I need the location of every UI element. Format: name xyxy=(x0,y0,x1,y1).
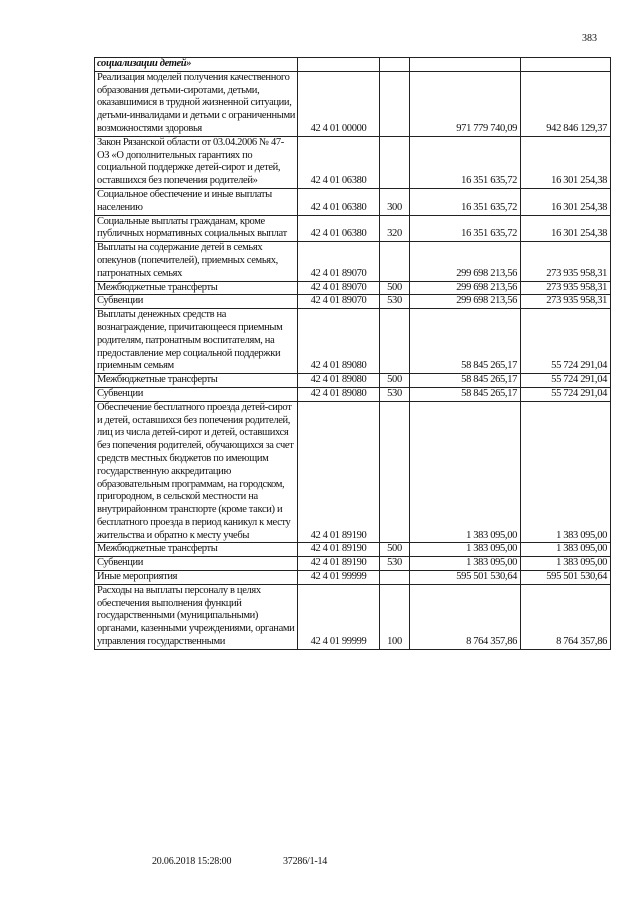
row-type-cell: 320 xyxy=(380,215,410,242)
table-row xyxy=(95,281,611,295)
row-code-cell: 42 4 01 00000 xyxy=(298,71,380,136)
row-code-cell: 42 4 01 06380 xyxy=(298,215,380,242)
row-name-cell: Расходы на выплаты персоналу в целях обеспечения выполнения функций государственными (муниципальными) органами, казенными учреждениями, органами управления государственными xyxy=(95,584,298,649)
row-code-cell: 42 4 01 89190 xyxy=(298,543,380,557)
row-amount-1-cell: 595 501 530,64 xyxy=(410,571,521,585)
row-amount-2-cell: 942 846 129,37 xyxy=(521,71,611,136)
row-amount-1-cell: 1 383 095,00 xyxy=(410,543,521,557)
row-code-cell: 42 4 01 89080 xyxy=(298,387,380,401)
row-type-cell xyxy=(380,58,410,72)
table-row xyxy=(95,188,611,215)
row-type-cell: 530 xyxy=(380,295,410,309)
row-name-cell: Социальное обеспечение и иные выплаты населению xyxy=(95,188,298,215)
footer-timestamp: 20.06.2018 15:28:00 xyxy=(152,856,232,867)
row-amount-1-cell: 16 351 635,72 xyxy=(410,215,521,242)
row-name-cell: Выплаты денежных средств на вознаграждение, причитающееся приемным родителям, патронатным воспитателям, на предоставление мер социальной поддержки приемным семьям xyxy=(95,309,298,374)
row-name-cell: Закон Рязанской области от 03.04.2006 № 47-ОЗ «О дополнительных гарантиях по социальной поддержке детей-сирот и детей, оставшихся без попечения родителей» xyxy=(95,136,298,188)
table-row xyxy=(95,242,611,281)
table-row xyxy=(95,295,611,309)
row-amount-1-cell: 971 779 740,09 xyxy=(410,71,521,136)
table-row xyxy=(95,401,611,543)
row-amount-2-cell: 1 383 095,00 xyxy=(521,543,611,557)
row-code-cell: 42 4 01 89070 xyxy=(298,295,380,309)
row-name-cell: Выплаты на содержание детей в семьях опекунов (попечителей), приемных семьях, патронатных семьях xyxy=(95,242,298,281)
row-type-cell xyxy=(380,401,410,543)
row-amount-1-cell: 1 383 095,00 xyxy=(410,401,521,543)
row-amount-1-cell: 299 698 213,56 xyxy=(410,281,521,295)
row-amount-1-cell: 1 383 095,00 xyxy=(410,557,521,571)
table-row xyxy=(95,136,611,188)
table-row xyxy=(95,215,611,242)
row-code-cell: 42 4 01 89070 xyxy=(298,242,380,281)
row-type-cell xyxy=(380,136,410,188)
table-row xyxy=(95,387,611,401)
row-type-cell: 300 xyxy=(380,188,410,215)
row-amount-2-cell: 8 764 357,86 xyxy=(521,584,611,649)
row-amount-2-cell: 16 301 254,38 xyxy=(521,188,611,215)
row-type-cell: 500 xyxy=(380,543,410,557)
row-amount-1-cell: 299 698 213,56 xyxy=(410,242,521,281)
row-amount-2-cell: 16 301 254,38 xyxy=(521,215,611,242)
row-type-cell xyxy=(380,571,410,585)
row-type-cell: 500 xyxy=(380,374,410,388)
row-type-cell: 500 xyxy=(380,281,410,295)
row-amount-2-cell: 273 935 958,31 xyxy=(521,242,611,281)
page-number: 383 xyxy=(582,33,597,44)
table-row xyxy=(95,571,611,585)
row-name-cell: Субвенции xyxy=(95,387,298,401)
row-name-cell: Межбюджетные трансферты xyxy=(95,374,298,388)
row-name-cell: Обеспечение бесплатного проезда детей-сирот и детей, оставшихся без попечения родителей, лиц из числа детей-сирот и детей, оставшихся без попечения родителей, обучающихся за счет средств местных бюджетов по имеющим государственную аккредитацию образовательным программам, на городском, пригородном, в сельской местности на внутрирайонном транспорте (кроме такси) и бесплатного проезда в период каникул к месту жительства и обратно к месту учебы xyxy=(95,401,298,543)
row-name-cell: Субвенции xyxy=(95,557,298,571)
row-name-cell: Субвенции xyxy=(95,295,298,309)
row-amount-2-cell: 55 724 291,04 xyxy=(521,374,611,388)
row-amount-1-cell xyxy=(410,58,521,72)
row-amount-2-cell: 55 724 291,04 xyxy=(521,309,611,374)
row-amount-1-cell: 58 845 265,17 xyxy=(410,309,521,374)
row-amount-2-cell: 1 383 095,00 xyxy=(521,557,611,571)
row-code-cell: 42 4 01 89080 xyxy=(298,374,380,388)
table-row xyxy=(95,71,611,136)
row-amount-2-cell: 16 301 254,38 xyxy=(521,136,611,188)
row-code-cell: 42 4 01 99999 xyxy=(298,571,380,585)
row-name-cell: социализации детей» xyxy=(95,58,298,72)
row-code-cell: 42 4 01 89190 xyxy=(298,401,380,543)
row-amount-2-cell: 1 383 095,00 xyxy=(521,401,611,543)
row-amount-1-cell: 16 351 635,72 xyxy=(410,188,521,215)
row-type-cell: 530 xyxy=(380,557,410,571)
row-name-cell: Социальные выплаты гражданам, кроме публичных нормативных социальных выплат xyxy=(95,215,298,242)
row-code-cell: 42 4 01 89070 xyxy=(298,281,380,295)
row-type-cell xyxy=(380,71,410,136)
table-row xyxy=(95,309,611,374)
row-type-cell: 530 xyxy=(380,387,410,401)
row-amount-2-cell xyxy=(521,58,611,72)
table-row xyxy=(95,58,611,72)
row-type-cell xyxy=(380,309,410,374)
row-name-cell: Межбюджетные трансферты xyxy=(95,543,298,557)
row-amount-2-cell: 55 724 291,04 xyxy=(521,387,611,401)
row-amount-1-cell: 58 845 265,17 xyxy=(410,374,521,388)
table-row xyxy=(95,557,611,571)
budget-table-body xyxy=(95,58,611,650)
table-row xyxy=(95,543,611,557)
row-amount-2-cell: 273 935 958,31 xyxy=(521,295,611,309)
row-code-cell: 42 4 01 06380 xyxy=(298,188,380,215)
table-row xyxy=(95,374,611,388)
row-type-cell: 100 xyxy=(380,584,410,649)
row-amount-1-cell: 8 764 357,86 xyxy=(410,584,521,649)
footer-document-number: 37286/1-14 xyxy=(283,856,328,867)
row-type-cell xyxy=(380,242,410,281)
row-amount-1-cell: 58 845 265,17 xyxy=(410,387,521,401)
row-code-cell: 42 4 01 06380 xyxy=(298,136,380,188)
row-code-cell: 42 4 01 89190 xyxy=(298,557,380,571)
budget-table xyxy=(94,57,611,650)
row-amount-2-cell: 273 935 958,31 xyxy=(521,281,611,295)
row-amount-2-cell: 595 501 530,64 xyxy=(521,571,611,585)
row-name-cell: Реализация моделей получения качественного образования детьми-сиротами, детьми, оказавшимися в трудной жизненной ситуации, детьми-инвалидами и детьми с ограниченными возможностями здоровья xyxy=(95,71,298,136)
row-name-cell: Межбюджетные трансферты xyxy=(95,281,298,295)
row-amount-1-cell: 299 698 213,56 xyxy=(410,295,521,309)
row-code-cell: 42 4 01 99999 xyxy=(298,584,380,649)
row-code-cell xyxy=(298,58,380,72)
row-code-cell: 42 4 01 89080 xyxy=(298,309,380,374)
row-amount-1-cell: 16 351 635,72 xyxy=(410,136,521,188)
table-row xyxy=(95,584,611,649)
row-name-cell: Иные мероприятия xyxy=(95,571,298,585)
